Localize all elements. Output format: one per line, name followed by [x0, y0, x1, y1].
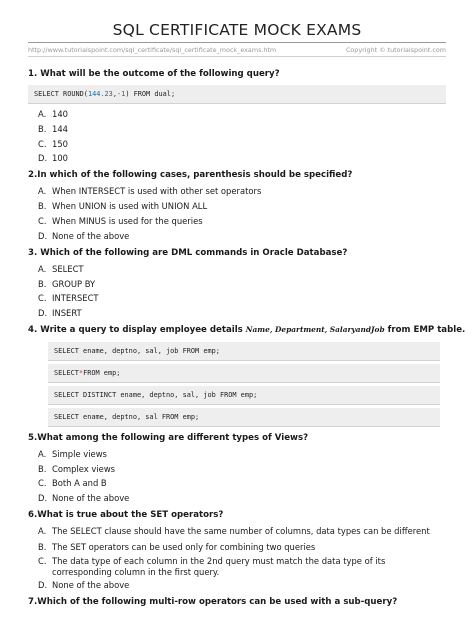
q1-code-block — [28, 85, 446, 104]
code-star: * — [78, 369, 84, 377]
q6-option-d: D. None of the above — [38, 580, 130, 590]
code-text: ) FROM dual; — [125, 90, 176, 98]
question-5: 5.What among the following are different types of Views? — [28, 433, 309, 443]
q3-option-d: D. INSERT — [38, 308, 82, 318]
title-divider — [28, 42, 446, 43]
q3-option-b: B. GROUP BY — [38, 279, 96, 289]
code-number: 144.23 — [87, 90, 113, 98]
q3-option-a: A. SELECT — [38, 264, 84, 274]
code-text: SELECT ROUND( — [34, 90, 88, 98]
q2-option-a: A. When INTERSECT is used with other set operators — [38, 186, 262, 196]
code-number: -1 — [117, 90, 126, 98]
question-1: 1. What will be the outcome of the following query? — [28, 69, 280, 79]
url-divider — [28, 56, 446, 57]
q5-option-b: B. Complex views — [38, 464, 116, 474]
question-6: 6.What is true about the SET operators? — [28, 510, 224, 520]
q5-option-c: C. Both A and B — [38, 478, 107, 488]
q5-option-a: A. Simple views — [38, 449, 107, 459]
question-3: 3. Which of the following are DML commands in Oracle Database? — [28, 248, 348, 258]
q4-code-option-c: SELECT DISTINCT ename, deptno, sal, job FROM emp; — [48, 386, 440, 405]
q1-option-d: D. 100 — [38, 153, 68, 163]
page-title: SQL CERTIFICATE MOCK EXAMS — [112, 21, 362, 39]
q2-option-c: C. When MINUS is used for the queries — [38, 216, 203, 226]
copyright-text: Copyright © tutorialspoint.com — [345, 46, 446, 54]
code-text: SELECT — [54, 369, 79, 377]
code-text: , — [112, 90, 117, 98]
q6-option-b: B. The SET operators can be used only for combining two queries — [38, 542, 316, 552]
q3-option-c: C. INTERSECT — [38, 293, 99, 303]
q2-option-d: D. None of the above — [38, 231, 130, 241]
question-7: 7.Which of the following multi-row operators can be used with a sub-query? — [28, 597, 398, 607]
q6-option-a: A. The SELECT clause should have the same number of columns, data types can be different — [38, 526, 430, 536]
url-line — [28, 46, 446, 54]
q6-option-c: C. The data type of each column in the 2nd query must match the data type of its corresponding column in the first query. — [38, 556, 386, 577]
question-2: 2.In which of the following cases, parenthesis should be specified? — [28, 170, 353, 180]
q1-option-b: B. 144 — [38, 124, 68, 134]
source-url[interactable]: http://www.tutorialspoint.com/sql_certificate/sql_certificate_mock_exams.htm — [28, 46, 277, 54]
q2-option-b: B. When UNION is used with UNION ALL — [38, 201, 208, 211]
q4-code-option-a: SELECT ename, deptno, sal, job FROM emp; — [48, 342, 440, 361]
q1-option-c: C. 150 — [38, 139, 68, 149]
q4-code-option-d: SELECT ename, deptno, sal FROM emp; — [48, 408, 440, 427]
q5-option-d: D. None of the above — [38, 493, 130, 503]
code-text: FROM emp; — [83, 369, 121, 377]
q1-option-a: A. 140 — [38, 109, 68, 119]
q4-code-option-b — [48, 364, 440, 383]
question-4: 4. Write a query to display employee details Name, Department, SalaryandJob from EMP table. — [28, 325, 466, 335]
